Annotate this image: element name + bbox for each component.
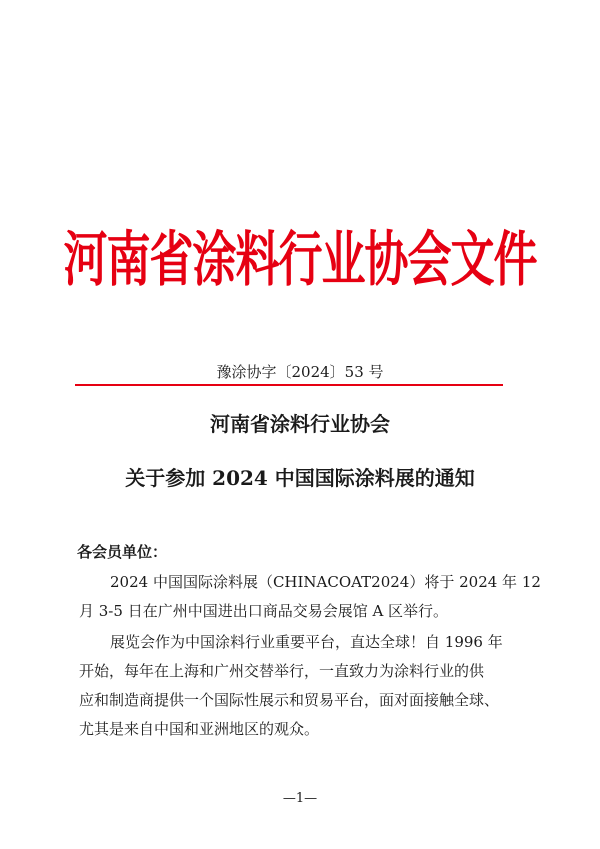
- body-line: 2024 中国国际涂料展（CHINACOAT2024）将于 2024 年 12: [110, 573, 541, 591]
- red-separator-line: [75, 384, 503, 386]
- page-number: —1—: [282, 791, 318, 806]
- document-title-line-1: 河南省涂料行业协会: [210, 412, 390, 436]
- salutation: 各会员单位：: [77, 543, 168, 561]
- issuer-masthead: 河南省涂料行业协会文件: [63, 226, 537, 295]
- document-title-line-2: 关于参加 2024 中国国际涂料展的通知: [125, 466, 475, 490]
- body-line: 展览会作为中国涂料行业重要平台，直达全球！自 1996 年: [110, 633, 503, 651]
- body-line: 月 3-5 日在广州中国进出口商品交易会展馆 A 区举行。: [79, 602, 449, 620]
- document-number: 豫涂协字〔2024〕53 号: [216, 363, 384, 381]
- body-line: 尤其是来自中国和亚洲地区的观众。: [79, 720, 320, 738]
- body-line: 应和制造商提供一个国际性展示和贸易平台，面对面接触全球、: [79, 691, 500, 709]
- body-line: 开始，每年在上海和广州交替举行，一直致力为涂料行业的供: [79, 662, 485, 680]
